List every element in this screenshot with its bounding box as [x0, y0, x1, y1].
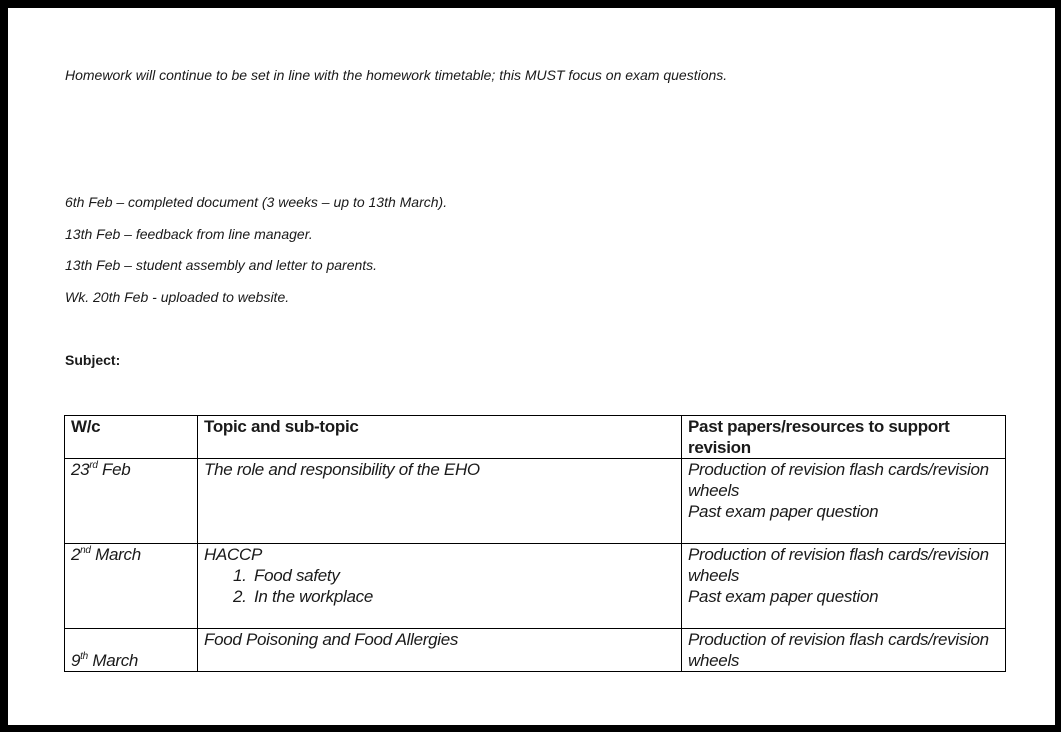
resources-cell: Production of revision flash cards/revision wheels — [682, 629, 1006, 672]
topic-cell: The role and responsibility of the EHO — [198, 459, 682, 544]
subtopic-item: 1. Food safety — [251, 565, 675, 586]
table-header-row — [65, 416, 1006, 459]
resources-cell: Production of revision flash cards/revision wheels Past exam paper question — [682, 459, 1006, 544]
revision-table — [64, 415, 1006, 672]
week-commencing-cell: 9th March — [65, 629, 198, 672]
resources-cell: Production of revision flash cards/revision wheels Past exam paper question — [682, 544, 1006, 629]
subtopic-list — [204, 565, 675, 607]
timeline-item: 13th Feb – student assembly and letter to parents. — [65, 257, 378, 273]
header-wc: W/c — [65, 416, 198, 459]
header-topic: Topic and sub-topic — [198, 416, 682, 459]
table-row — [65, 629, 1006, 672]
table-row — [65, 459, 1006, 544]
subject-label: Subject: — [65, 352, 121, 368]
timeline-item: 6th Feb – completed document (3 weeks – up to 13th March). — [65, 194, 448, 210]
table-row — [65, 544, 1006, 629]
timeline-item: 13th Feb – feedback from line manager. — [65, 226, 313, 242]
week-commencing-cell: 23rd Feb — [65, 459, 198, 544]
topic-cell: Food Poisoning and Food Allergies — [198, 629, 682, 672]
topic-cell: HACCP 1. Food safety 2. In the workplace — [198, 544, 682, 629]
header-resources: Past papers/resources to support revision — [682, 416, 1006, 459]
week-commencing-cell: 2nd March — [65, 544, 198, 629]
homework-note: Homework will continue to be set in line with the homework timetable; this MUST focus on exam questions. — [65, 67, 728, 83]
timeline-item: Wk. 20th Feb - uploaded to website. — [65, 289, 290, 305]
subtopic-item: 2. In the workplace — [251, 586, 675, 607]
